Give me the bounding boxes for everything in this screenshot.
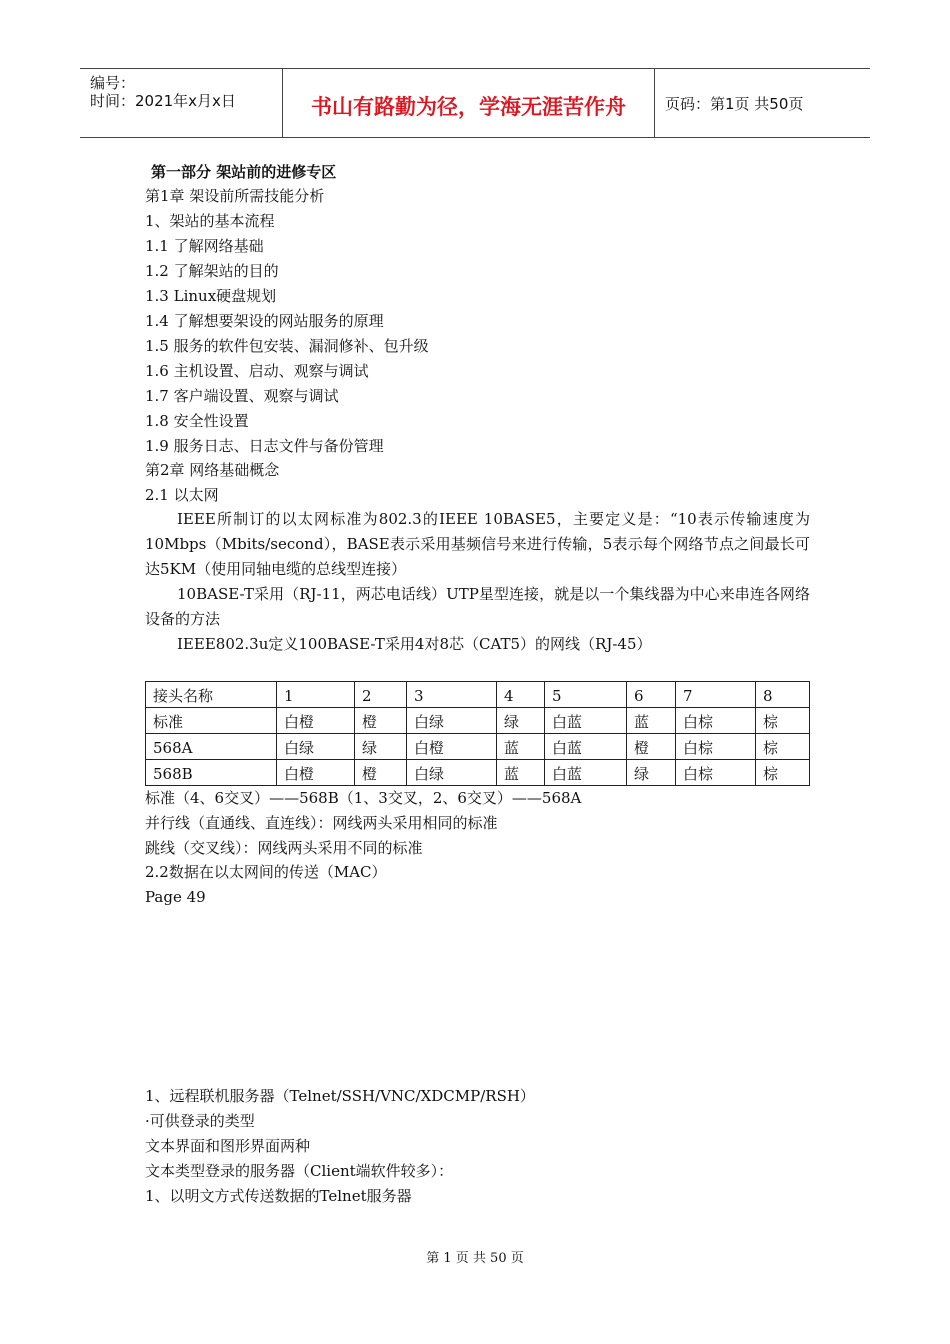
text-login-servers: 文本类型登录的服务器（Client端软件较多）： [145,1162,454,1180]
header-motto-cell [283,69,655,137]
section-2-2: 2.2数据在以太网间的传送（MAC） [145,863,387,881]
wiring-standard-table [145,681,810,786]
standard-crossover-note: 标准（4、6交叉）——568B（1、3交叉，2、6交叉）——568A [145,789,582,807]
page-footer: 第 1 页 共 50 页 [426,1251,524,1266]
paragraph-100base-t: IEEE802.3u定义100BASE-T采用4对8芯（CAT5）的网线（RJ-45） [177,635,652,653]
table-cell: 白橙 [407,734,497,760]
login-types-text: 文本界面和图形界面两种 [145,1137,311,1155]
section-1-6: 1.6 主机设置、启动、观察与调试 [145,362,369,380]
table-cell: 绿 [497,708,545,734]
paragraph-10base-t: 10BASE-T采用（RJ-11，两芯电话线）UTP星型连接，就是以一个集线器为中心来串连各网络设备的方法 [145,585,810,628]
table-row [146,734,810,760]
table-cell: 8 [756,682,810,708]
table-cell: 白绿 [407,760,497,786]
table-cell: 白蓝 [545,734,627,760]
paragraph-ieee-802-3: IEEE所制订的以太网标准为802.3的IEEE 10BASE5，主要定义是：“10表示传输速度为10Mbps（Mbits/second），BASE表示采用基频信号来进行传输，5表示每个网络节点之间最长可达5KM（使用同轴电缆的总线型连接） [145,510,810,578]
table-cell: 棕 [756,734,810,760]
table-cell: 白棕 [676,734,756,760]
table-cell: 棕 [756,708,810,734]
table-cell: 5 [545,682,627,708]
section-2-1: 2.1 以太网 [145,486,219,504]
section-1-7: 1.7 客户端设置、观察与调试 [145,387,339,405]
part-title: 第一部分 架站前的进修专区 [151,163,337,181]
section-1-2: 1.2 了解架站的目的 [145,262,279,280]
login-types-heading: ·可供登录的类型 [145,1112,255,1130]
table-cell: 蓝 [497,734,545,760]
section-1: 1、架站的基本流程 [145,212,275,230]
table-cell: 橙 [627,734,676,760]
table-cell: 白蓝 [545,708,627,734]
table-cell: 橙 [355,708,407,734]
table-cell: 标准 [146,708,277,734]
table-cell: 568B [146,760,277,786]
table-cell: 棕 [756,760,810,786]
document-time-label: 时间：2021年x月x日 [90,92,236,110]
table-cell: 白橙 [277,708,355,734]
table-cell: 白橙 [277,760,355,786]
telnet-server-item: 1、以明文方式传送数据的Telnet服务器 [145,1187,412,1205]
chapter-1-title: 第1章 架设前所需技能分析 [145,187,325,205]
table-cell: 白绿 [277,734,355,760]
table-cell: 白蓝 [545,760,627,786]
table-cell: 白棕 [676,760,756,786]
table-row [146,760,810,786]
header-meta-cell [80,69,283,137]
table-cell: 接头名称 [146,682,277,708]
header-page-cell [655,69,870,137]
table-cell: 绿 [627,760,676,786]
section-1-9: 1.9 服务日志、日志文件与备份管理 [145,437,384,455]
header-page-info: 页码：第1页 共50页 [665,95,804,113]
straight-through-cable-note: 并行线（直通线、直连线）：网线两头采用相同的标准 [145,814,498,832]
table-cell: 6 [627,682,676,708]
table-cell: 568A [146,734,277,760]
section-1-4: 1.4 了解想要架设的网站服务的原理 [145,312,384,330]
table-cell: 蓝 [497,760,545,786]
chapter-2-title: 第2章 网络基础概念 [145,461,280,479]
table-row [146,708,810,734]
table-cell: 1 [277,682,355,708]
table-cell: 7 [676,682,756,708]
page-header [80,68,870,138]
remote-login-servers: 1、远程联机服务器（Telnet/SSH/VNC/XDCMP/RSH） [145,1087,535,1105]
table-cell: 4 [497,682,545,708]
header-motto: 书山有路勤为径，学海无涯苦作舟 [311,95,626,119]
table-cell: 2 [355,682,407,708]
document-number-label: 编号： [90,74,136,92]
table-cell: 蓝 [627,708,676,734]
table-cell: 白绿 [407,708,497,734]
table-cell: 绿 [355,734,407,760]
table-cell: 白棕 [676,708,756,734]
table-cell: 3 [407,682,497,708]
crossover-cable-note: 跳线（交叉线）：网线两头采用不同的标准 [145,839,423,857]
page-reference: Page 49 [145,888,206,906]
table-cell: 橙 [355,760,407,786]
section-1-5: 1.5 服务的软件包安装、漏洞修补、包升级 [145,337,429,355]
section-1-8: 1.8 安全性设置 [145,412,249,430]
section-1-3: 1.3 Linux硬盘规划 [145,287,277,305]
table-header-row [146,682,810,708]
section-1-1: 1.1 了解网络基础 [145,237,264,255]
